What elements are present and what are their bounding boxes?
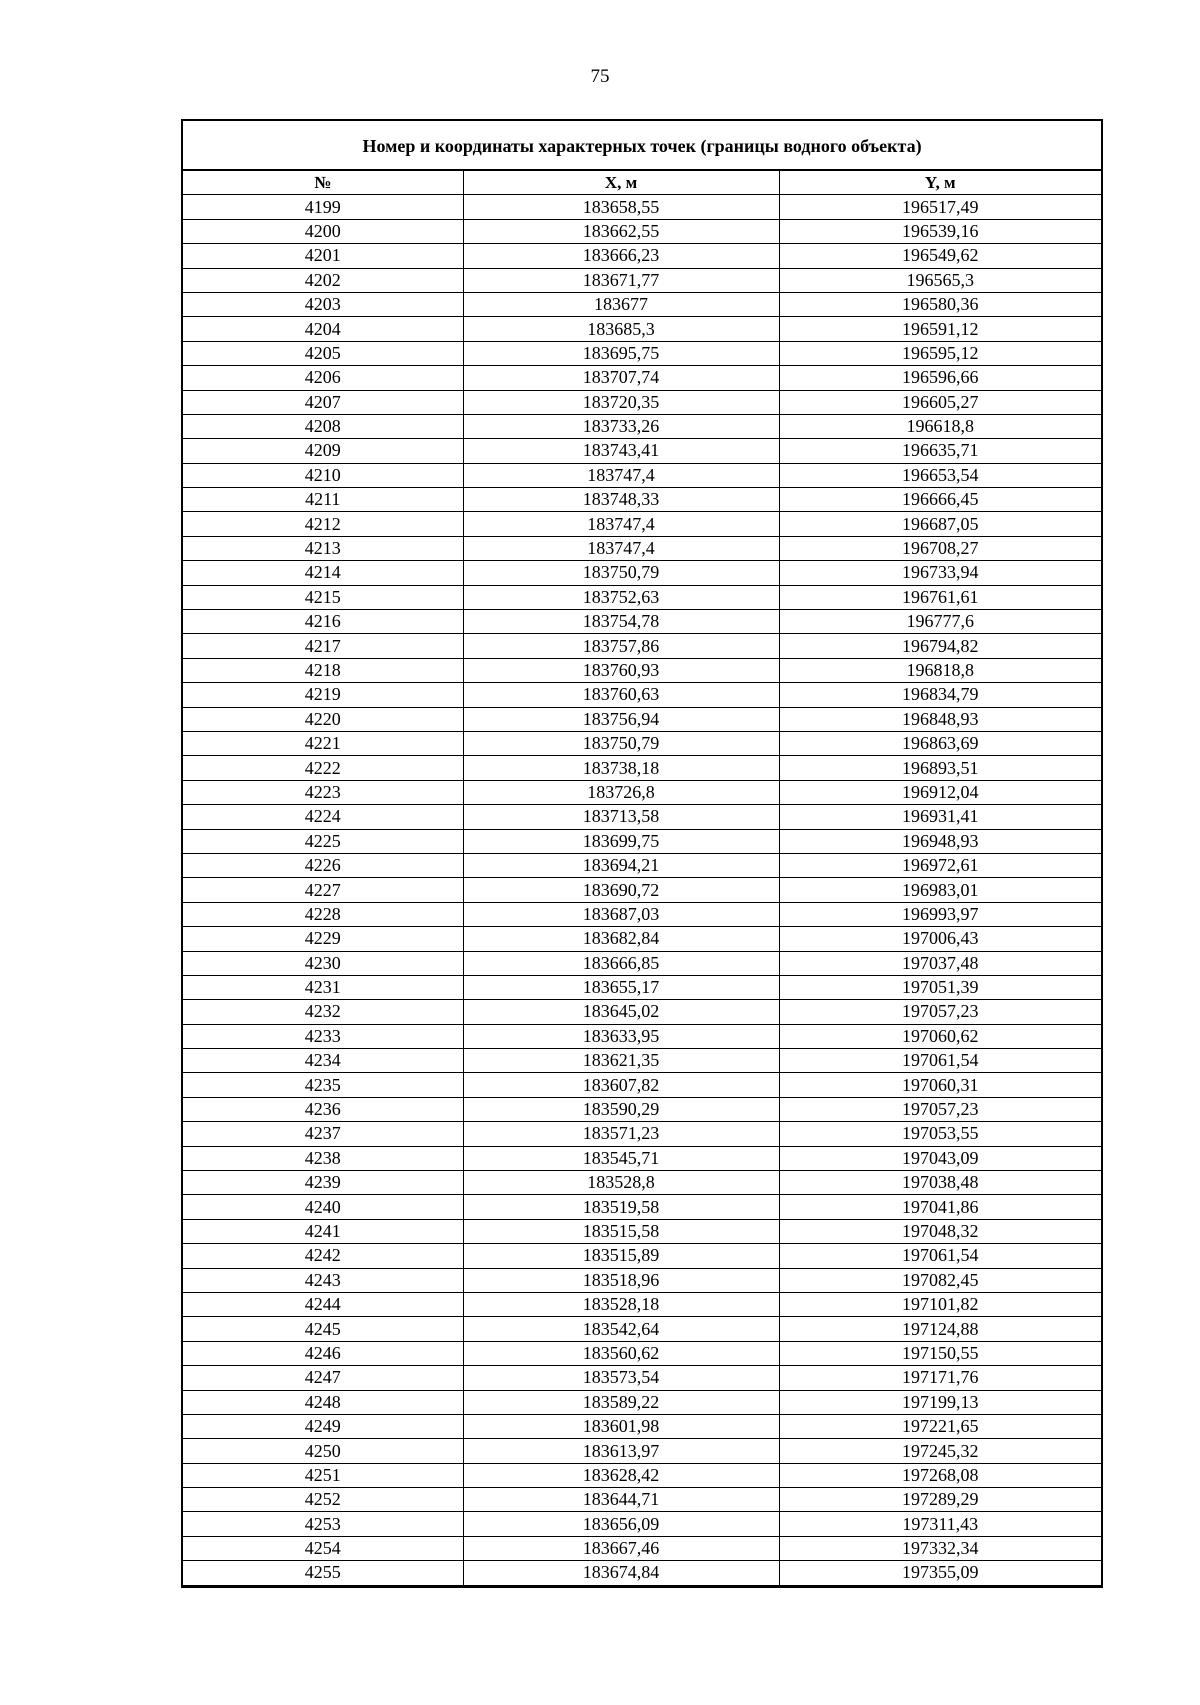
point-number-cell: 4250	[183, 1439, 463, 1463]
table-row	[183, 1561, 1101, 1585]
table-row	[183, 1536, 1101, 1560]
point-number-cell: 4244	[183, 1292, 463, 1316]
point-number-cell: 4254	[183, 1536, 463, 1560]
point-number-cell: 4206	[183, 366, 463, 390]
table-row	[183, 878, 1101, 902]
point-number-cell: 4216	[183, 610, 463, 634]
point-number-cell: 4253	[183, 1512, 463, 1536]
point-number-cell: 4222	[183, 756, 463, 780]
table-title: Номер и координаты характерных точек (границы водного объекта)	[183, 121, 1101, 171]
table-row	[183, 561, 1101, 585]
table-row	[183, 1366, 1101, 1390]
point-number-cell: 4229	[183, 927, 463, 951]
x-coordinate-cell: 183699,75	[463, 829, 779, 853]
y-coordinate-cell: 196912,04	[779, 780, 1101, 804]
table-row	[183, 707, 1101, 731]
y-coordinate-cell: 196983,01	[779, 878, 1101, 902]
y-coordinate-cell: 197355,09	[779, 1561, 1101, 1585]
x-coordinate-cell: 183743,41	[463, 439, 779, 463]
x-coordinate-cell: 183658,55	[463, 195, 779, 219]
point-number-cell: 4224	[183, 805, 463, 829]
point-number-cell: 4246	[183, 1341, 463, 1365]
point-number-cell: 4214	[183, 561, 463, 585]
x-coordinate-cell: 183752,63	[463, 585, 779, 609]
y-coordinate-cell: 196653,54	[779, 463, 1101, 487]
y-coordinate-cell: 196539,16	[779, 219, 1101, 243]
point-number-cell: 4234	[183, 1049, 463, 1073]
point-number-cell: 4232	[183, 1000, 463, 1024]
point-number-cell: 4252	[183, 1488, 463, 1512]
x-coordinate-cell: 183687,03	[463, 902, 779, 926]
x-coordinate-cell: 183621,35	[463, 1049, 779, 1073]
table-row	[183, 1000, 1101, 1024]
table-row	[183, 390, 1101, 414]
y-coordinate-cell: 197289,29	[779, 1488, 1101, 1512]
x-coordinate-cell: 183645,02	[463, 1000, 779, 1024]
point-number-cell: 4247	[183, 1366, 463, 1390]
y-coordinate-cell: 197124,88	[779, 1317, 1101, 1341]
y-coordinate-cell: 197061,54	[779, 1244, 1101, 1268]
y-coordinate-cell: 197332,34	[779, 1536, 1101, 1560]
point-number-cell: 4208	[183, 414, 463, 438]
y-coordinate-cell: 197043,09	[779, 1146, 1101, 1170]
point-number-cell: 4210	[183, 463, 463, 487]
y-coordinate-cell: 196687,05	[779, 512, 1101, 536]
x-coordinate-cell: 183747,4	[463, 512, 779, 536]
x-coordinate-cell: 183674,84	[463, 1561, 779, 1585]
y-coordinate-cell: 196972,61	[779, 853, 1101, 877]
y-coordinate-cell: 196893,51	[779, 756, 1101, 780]
x-coordinate-cell: 183518,96	[463, 1268, 779, 1292]
table-row	[183, 1463, 1101, 1487]
y-coordinate-cell: 197082,45	[779, 1268, 1101, 1292]
point-number-cell: 4218	[183, 658, 463, 682]
point-number-cell: 4241	[183, 1219, 463, 1243]
table-row	[183, 268, 1101, 292]
y-coordinate-cell: 196635,71	[779, 439, 1101, 463]
y-coordinate-cell: 196565,3	[779, 268, 1101, 292]
table-row	[183, 853, 1101, 877]
x-coordinate-cell: 183713,58	[463, 805, 779, 829]
table-row	[183, 414, 1101, 438]
table-row	[183, 317, 1101, 341]
x-coordinate-cell: 183644,71	[463, 1488, 779, 1512]
x-coordinate-cell: 183747,4	[463, 463, 779, 487]
point-number-cell: 4227	[183, 878, 463, 902]
x-coordinate-cell: 183667,46	[463, 1536, 779, 1560]
table-row	[183, 488, 1101, 512]
table-row	[183, 1439, 1101, 1463]
point-number-cell: 4221	[183, 731, 463, 755]
table-row	[183, 658, 1101, 682]
point-number-cell: 4231	[183, 975, 463, 999]
table-row	[183, 780, 1101, 804]
table-row	[183, 1122, 1101, 1146]
point-number-cell: 4228	[183, 902, 463, 926]
y-coordinate-cell: 196818,8	[779, 658, 1101, 682]
point-number-cell: 4240	[183, 1195, 463, 1219]
x-coordinate-cell: 183571,23	[463, 1122, 779, 1146]
x-coordinate-cell: 183677	[463, 292, 779, 316]
header-x: X, м	[463, 171, 779, 195]
x-coordinate-cell: 183671,77	[463, 268, 779, 292]
y-coordinate-cell: 196708,27	[779, 536, 1101, 560]
x-coordinate-cell: 183560,62	[463, 1341, 779, 1365]
point-number-cell: 4220	[183, 707, 463, 731]
table-row	[183, 292, 1101, 316]
x-coordinate-cell: 183545,71	[463, 1146, 779, 1170]
point-number-cell: 4239	[183, 1171, 463, 1195]
table-row	[183, 1488, 1101, 1512]
point-number-cell: 4242	[183, 1244, 463, 1268]
point-number-cell: 4249	[183, 1414, 463, 1438]
x-coordinate-cell: 183613,97	[463, 1439, 779, 1463]
y-coordinate-cell: 196733,94	[779, 561, 1101, 585]
y-coordinate-cell: 197041,86	[779, 1195, 1101, 1219]
table-row	[183, 439, 1101, 463]
y-coordinate-cell: 196549,62	[779, 244, 1101, 268]
y-coordinate-cell: 196517,49	[779, 195, 1101, 219]
y-coordinate-cell: 197060,62	[779, 1024, 1101, 1048]
table-row	[183, 463, 1101, 487]
x-coordinate-cell: 183666,23	[463, 244, 779, 268]
table-row	[183, 805, 1101, 829]
table-row	[183, 1268, 1101, 1292]
y-coordinate-cell: 196596,66	[779, 366, 1101, 390]
x-coordinate-cell: 183726,8	[463, 780, 779, 804]
table-row	[183, 756, 1101, 780]
page-number: 75	[590, 66, 610, 87]
table-row	[183, 341, 1101, 365]
x-coordinate-cell: 183519,58	[463, 1195, 779, 1219]
table-header-row	[183, 171, 1101, 195]
table-row	[183, 1073, 1101, 1097]
point-number-cell: 4238	[183, 1146, 463, 1170]
table-row	[183, 610, 1101, 634]
x-coordinate-cell: 183747,4	[463, 536, 779, 560]
x-coordinate-cell: 183695,75	[463, 341, 779, 365]
point-number-cell: 4255	[183, 1561, 463, 1585]
y-coordinate-cell: 197268,08	[779, 1463, 1101, 1487]
x-coordinate-cell: 183590,29	[463, 1097, 779, 1121]
table-row	[183, 244, 1101, 268]
y-coordinate-cell: 197038,48	[779, 1171, 1101, 1195]
point-number-cell: 4235	[183, 1073, 463, 1097]
y-coordinate-cell: 196794,82	[779, 634, 1101, 658]
x-coordinate-cell: 183720,35	[463, 390, 779, 414]
table-row	[183, 927, 1101, 951]
y-coordinate-cell: 196931,41	[779, 805, 1101, 829]
y-coordinate-cell: 196605,27	[779, 390, 1101, 414]
x-coordinate-cell: 183589,22	[463, 1390, 779, 1414]
y-coordinate-cell: 197037,48	[779, 951, 1101, 975]
point-number-cell: 4207	[183, 390, 463, 414]
table-row	[183, 1097, 1101, 1121]
y-coordinate-cell: 197051,39	[779, 975, 1101, 999]
x-coordinate-cell: 183682,84	[463, 927, 779, 951]
y-coordinate-cell: 196863,69	[779, 731, 1101, 755]
table-row	[183, 585, 1101, 609]
y-coordinate-cell: 196595,12	[779, 341, 1101, 365]
x-coordinate-cell: 183738,18	[463, 756, 779, 780]
point-number-cell: 4205	[183, 341, 463, 365]
x-coordinate-cell: 183750,79	[463, 561, 779, 585]
x-coordinate-cell: 183628,42	[463, 1463, 779, 1487]
x-coordinate-cell: 183707,74	[463, 366, 779, 390]
y-coordinate-cell: 197171,76	[779, 1366, 1101, 1390]
y-coordinate-cell: 196777,6	[779, 610, 1101, 634]
point-number-cell: 4199	[183, 195, 463, 219]
x-coordinate-cell: 183733,26	[463, 414, 779, 438]
y-coordinate-cell: 197101,82	[779, 1292, 1101, 1316]
y-coordinate-cell: 197060,31	[779, 1073, 1101, 1097]
y-coordinate-cell: 196580,36	[779, 292, 1101, 316]
table-row	[183, 536, 1101, 560]
header-y: Y, м	[779, 171, 1101, 195]
table-row	[183, 975, 1101, 999]
point-number-cell: 4217	[183, 634, 463, 658]
table-row	[183, 1390, 1101, 1414]
table-row	[183, 1195, 1101, 1219]
y-coordinate-cell: 197199,13	[779, 1390, 1101, 1414]
table-row	[183, 1146, 1101, 1170]
point-number-cell: 4203	[183, 292, 463, 316]
x-coordinate-cell: 183662,55	[463, 219, 779, 243]
x-coordinate-cell: 183515,89	[463, 1244, 779, 1268]
table-row	[183, 1219, 1101, 1243]
point-number-cell: 4209	[183, 439, 463, 463]
y-coordinate-cell: 197057,23	[779, 1000, 1101, 1024]
coordinates-table	[183, 171, 1101, 1586]
point-number-cell: 4233	[183, 1024, 463, 1048]
point-number-cell: 4200	[183, 219, 463, 243]
y-coordinate-cell: 197150,55	[779, 1341, 1101, 1365]
point-number-cell: 4213	[183, 536, 463, 560]
table-row	[183, 1512, 1101, 1536]
table-row	[183, 1024, 1101, 1048]
y-coordinate-cell: 197311,43	[779, 1512, 1101, 1536]
point-number-cell: 4225	[183, 829, 463, 853]
x-coordinate-cell: 183633,95	[463, 1024, 779, 1048]
table-row	[183, 1049, 1101, 1073]
table-row	[183, 634, 1101, 658]
header-number: №	[183, 171, 463, 195]
x-coordinate-cell: 183748,33	[463, 488, 779, 512]
coordinates-table-frame	[181, 119, 1103, 1588]
point-number-cell: 4237	[183, 1122, 463, 1146]
table-row	[183, 219, 1101, 243]
y-coordinate-cell: 197221,65	[779, 1414, 1101, 1438]
point-number-cell: 4226	[183, 853, 463, 877]
table-row	[183, 195, 1101, 219]
table-row	[183, 683, 1101, 707]
point-number-cell: 4215	[183, 585, 463, 609]
y-coordinate-cell: 196834,79	[779, 683, 1101, 707]
table-row	[183, 1341, 1101, 1365]
x-coordinate-cell: 183685,3	[463, 317, 779, 341]
point-number-cell: 4236	[183, 1097, 463, 1121]
point-number-cell: 4251	[183, 1463, 463, 1487]
point-number-cell: 4202	[183, 268, 463, 292]
x-coordinate-cell: 183760,93	[463, 658, 779, 682]
x-coordinate-cell: 183655,17	[463, 975, 779, 999]
x-coordinate-cell: 183756,94	[463, 707, 779, 731]
x-coordinate-cell: 183757,86	[463, 634, 779, 658]
y-coordinate-cell: 196848,93	[779, 707, 1101, 731]
x-coordinate-cell: 183666,85	[463, 951, 779, 975]
table-row	[183, 1414, 1101, 1438]
y-coordinate-cell: 197006,43	[779, 927, 1101, 951]
table-row	[183, 731, 1101, 755]
point-number-cell: 4245	[183, 1317, 463, 1341]
table-body	[183, 195, 1101, 1585]
point-number-cell: 4211	[183, 488, 463, 512]
x-coordinate-cell: 183528,8	[463, 1171, 779, 1195]
x-coordinate-cell: 183528,18	[463, 1292, 779, 1316]
table-row	[183, 1292, 1101, 1316]
table-row	[183, 951, 1101, 975]
point-number-cell: 4243	[183, 1268, 463, 1292]
x-coordinate-cell: 183694,21	[463, 853, 779, 877]
point-number-cell: 4204	[183, 317, 463, 341]
y-coordinate-cell: 197057,23	[779, 1097, 1101, 1121]
y-coordinate-cell: 196591,12	[779, 317, 1101, 341]
point-number-cell: 4248	[183, 1390, 463, 1414]
point-number-cell: 4223	[183, 780, 463, 804]
x-coordinate-cell: 183750,79	[463, 731, 779, 755]
x-coordinate-cell: 183690,72	[463, 878, 779, 902]
x-coordinate-cell: 183656,09	[463, 1512, 779, 1536]
y-coordinate-cell: 196993,97	[779, 902, 1101, 926]
table-row	[183, 902, 1101, 926]
table-row	[183, 512, 1101, 536]
point-number-cell: 4219	[183, 683, 463, 707]
x-coordinate-cell: 183607,82	[463, 1073, 779, 1097]
point-number-cell: 4212	[183, 512, 463, 536]
table-row	[183, 1171, 1101, 1195]
table-row	[183, 1244, 1101, 1268]
y-coordinate-cell: 197053,55	[779, 1122, 1101, 1146]
table-row	[183, 1317, 1101, 1341]
x-coordinate-cell: 183542,64	[463, 1317, 779, 1341]
table-row	[183, 366, 1101, 390]
x-coordinate-cell: 183754,78	[463, 610, 779, 634]
y-coordinate-cell: 196761,61	[779, 585, 1101, 609]
x-coordinate-cell: 183573,54	[463, 1366, 779, 1390]
y-coordinate-cell: 196948,93	[779, 829, 1101, 853]
y-coordinate-cell: 197048,32	[779, 1219, 1101, 1243]
x-coordinate-cell: 183760,63	[463, 683, 779, 707]
y-coordinate-cell: 197061,54	[779, 1049, 1101, 1073]
point-number-cell: 4201	[183, 244, 463, 268]
x-coordinate-cell: 183515,58	[463, 1219, 779, 1243]
x-coordinate-cell: 183601,98	[463, 1414, 779, 1438]
table-row	[183, 829, 1101, 853]
y-coordinate-cell: 196666,45	[779, 488, 1101, 512]
y-coordinate-cell: 197245,32	[779, 1439, 1101, 1463]
point-number-cell: 4230	[183, 951, 463, 975]
y-coordinate-cell: 196618,8	[779, 414, 1101, 438]
